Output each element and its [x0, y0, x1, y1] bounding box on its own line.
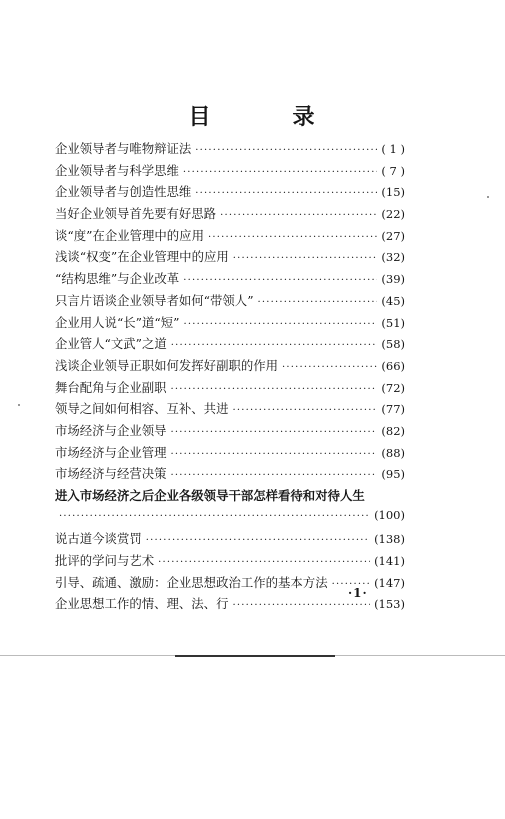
- toc-entry-title: 批评的学问与艺术: [55, 553, 155, 569]
- toc-entry-title: 市场经济与企业领导: [55, 422, 167, 438]
- toc-leader-dots: [171, 340, 378, 351]
- toc-entry: [55, 399, 405, 421]
- toc-entry-page: (100): [374, 507, 405, 522]
- toc-entry-title: 企业领导者与科学思维: [55, 162, 179, 178]
- toc-entry-page: (141): [374, 554, 405, 569]
- toc-leader-dots: [158, 557, 370, 568]
- page-title: 目 录: [188, 104, 345, 130]
- toc-entry: [55, 313, 405, 335]
- toc-leader-dots: [282, 362, 377, 373]
- toc-leader-dots: [208, 232, 377, 243]
- toc-entry-page: (32): [381, 250, 405, 265]
- toc-entry-title: 进入市场经济之后企业各级领导干部怎样看待和对待人生: [55, 488, 365, 503]
- toc-entry-page: (153): [374, 597, 405, 612]
- toc-entry-title: 谈“度”在企业管理中的应用: [55, 227, 204, 243]
- toc-leader-dots: [195, 145, 377, 156]
- toc-entry-page: (45): [381, 293, 405, 308]
- toc-entry-title: 企业领导者与唯物辩证法: [55, 141, 192, 156]
- toc-entry-page: (77): [381, 402, 405, 417]
- toc-entry-page: (66): [381, 358, 405, 373]
- toc-entry-title: 当好企业领导首先要有好思路: [55, 206, 217, 222]
- toc-entry-title: 市场经济与经营决策: [55, 466, 167, 482]
- toc-entry-page: (51): [381, 315, 405, 330]
- toc-entry-title: 市场经济与企业管理: [55, 444, 167, 460]
- toc-leader-dots: [183, 319, 377, 330]
- toc-entry-page: (15): [381, 185, 405, 200]
- toc-entry-title: 浅谈企业领导正职如何发挥好副职的作用: [55, 357, 279, 373]
- toc-entry-page: (39): [381, 272, 405, 287]
- toc-entry-page: ( 7 ): [381, 163, 405, 178]
- toc-leader-dots: [171, 384, 378, 395]
- toc-entry-page: (72): [381, 380, 405, 395]
- toc-entry: [55, 486, 405, 508]
- toc-entry-page: (95): [381, 467, 405, 482]
- toc-entry: [55, 204, 405, 226]
- toc-entry-title: 领导之间如何相容、互补、共进: [55, 401, 229, 417]
- toc-entry-page: (138): [374, 532, 405, 547]
- toc-leader-dots: [233, 253, 378, 264]
- toc-entry-page: (82): [381, 423, 405, 438]
- toc-leader-dots: [258, 297, 378, 308]
- toc-entry-title: “结构思维”与企业改革: [55, 271, 180, 287]
- toc-entry: [55, 269, 405, 291]
- toc-leader-dots: [146, 535, 370, 546]
- toc-entry-continuation: [55, 508, 405, 530]
- toc-leader-dots: [183, 275, 377, 286]
- toc-entry-page: (58): [381, 337, 405, 352]
- toc-entry: [55, 443, 405, 465]
- toc-entry-title: 说古道今谈赏罚: [55, 531, 142, 547]
- toc-entry: [55, 421, 405, 443]
- toc-entry: [55, 291, 405, 313]
- table-of-contents: [55, 139, 405, 616]
- toc-leader-dots: [195, 188, 377, 199]
- toc-entry: [55, 334, 405, 356]
- toc-entry: [55, 378, 405, 400]
- toc-leader-dots: [232, 600, 370, 611]
- toc-entry-title: 引导、疏通、激励：企业思想政治工作的基本方法: [55, 574, 328, 590]
- toc-entry: [55, 139, 405, 161]
- toc-leader-dots: [59, 511, 370, 522]
- toc-leader-dots: [171, 449, 378, 460]
- toc-leader-dots: [171, 470, 378, 481]
- toc-entry-title: 企业领导者与创造性思维: [55, 184, 192, 200]
- toc-entry-title: 浅谈“权变”在企业管理中的应用: [55, 249, 229, 265]
- toc-entry-page: (88): [381, 445, 405, 460]
- toc-entry: [55, 356, 405, 378]
- scan-speck: [18, 404, 20, 406]
- toc-leader-dots: [183, 167, 377, 178]
- toc-entry: [55, 247, 405, 269]
- toc-entry: [55, 551, 405, 573]
- toc-leader-dots: [171, 427, 378, 438]
- toc-entry: [55, 161, 405, 183]
- toc-entry-title: 舞台配角与企业副职: [55, 379, 167, 395]
- toc-entry-title: 企业管人“文武”之道: [55, 336, 167, 352]
- toc-leader-dots: [232, 405, 377, 416]
- toc-entry: [55, 464, 405, 486]
- page-number: ·1·: [348, 586, 368, 600]
- toc-entry-page: (147): [374, 575, 405, 590]
- toc-entry-title: 企业思想工作的情、理、法、行: [55, 596, 229, 612]
- toc-entry-title: 企业用人说“长”道“短”: [55, 314, 180, 330]
- toc-entry: [55, 182, 405, 204]
- scan-divider-line: [175, 655, 335, 657]
- toc-entry-page: ( 1 ): [381, 142, 405, 156]
- toc-leader-dots: [220, 210, 377, 221]
- toc-entry-title: 只言片语谈企业领导者如何“带领人”: [55, 292, 254, 308]
- toc-entry-page: (22): [381, 207, 405, 222]
- toc-entry-page: (27): [381, 228, 405, 243]
- toc-entry: [55, 529, 405, 551]
- scan-speck: [487, 196, 489, 198]
- toc-entry: [55, 226, 405, 248]
